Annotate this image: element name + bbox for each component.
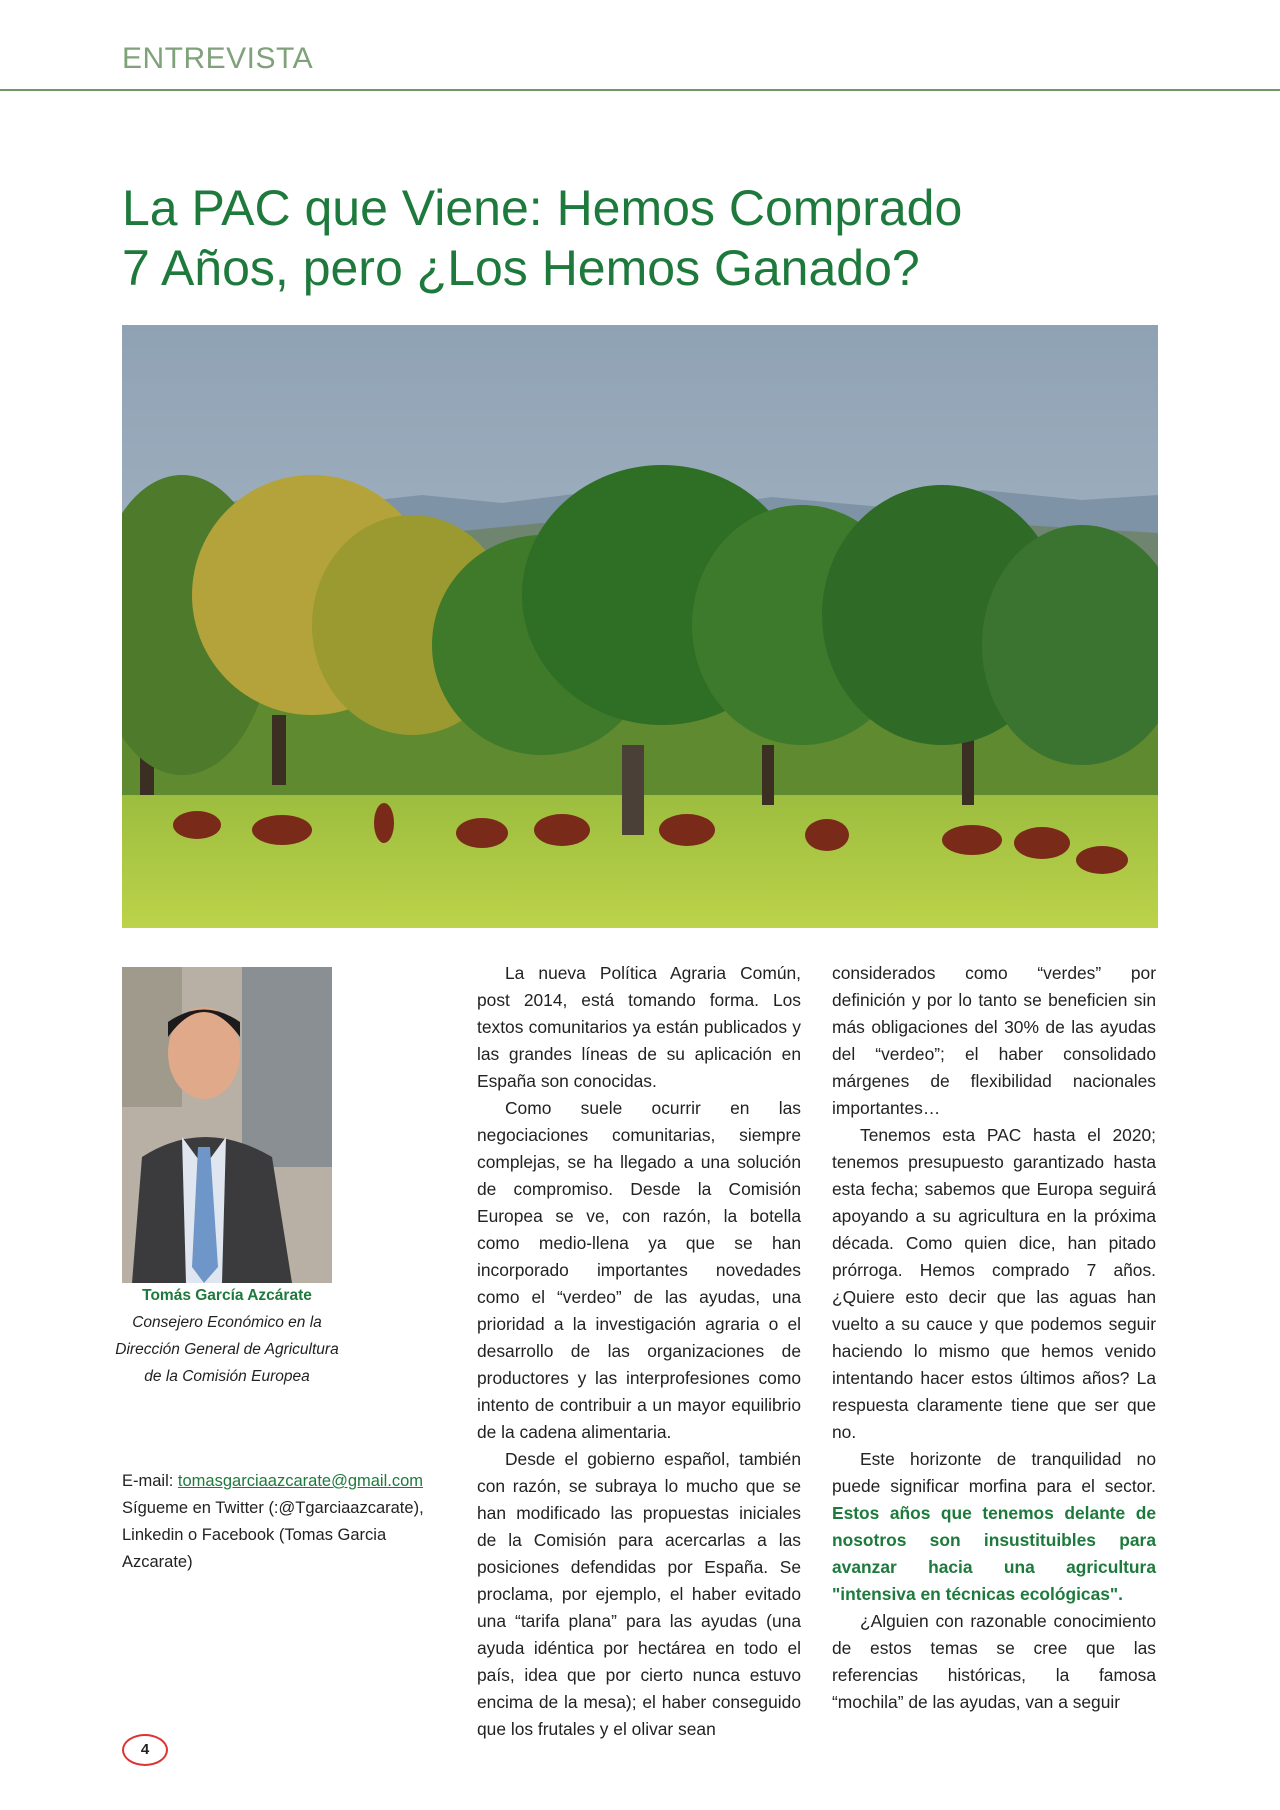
author-role-line-2: Dirección General de Agricultura — [115, 1341, 339, 1358]
body-paragraph: Como suele ocurrir en las negociaciones comunitarias, siempre complejas, se ha llegado a una solución de compromiso. Desde la Comisión Europea se ve, con razón, la botella como medio-llena ya que se han incorporado importantes novedades como el “verdeo” de las ayudas, una prioridad a la investigación agraria o el desarrollo de las organizaciones de productores y las interprofesiones como intento de contribuir a un mayor equilibrio de la cadena alimentaria. — [477, 1098, 801, 1442]
body-paragraph — [832, 1446, 1156, 1608]
body-paragraph: La nueva Política Agraria Común, post 2014, está tomando forma. Los textos comunitarios ya están publicados y las grandes líneas de su aplicación en España son conocidas. — [477, 963, 801, 1091]
landscape-photo — [122, 325, 1158, 928]
portrait-illustration — [122, 967, 332, 1283]
author-contact — [122, 1468, 452, 1576]
body-column-1 — [477, 960, 801, 1743]
highlight-quote: Estos años que tenemos delante de nosotros son insustituibles para avanzar hacia una agricultura "intensiva en técnicas ecológicas". — [832, 1503, 1156, 1604]
body-column-2 — [832, 960, 1156, 1716]
header-rule — [0, 89, 1280, 91]
section-label: ENTREVISTA — [122, 42, 314, 75]
page-number: 4 — [122, 1734, 168, 1766]
email-link[interactable]: tomasgarciaazcarate@gmail.com — [177, 1472, 424, 1490]
author-portrait — [122, 967, 332, 1283]
author-role-line-1: Consejero Económico en la — [132, 1314, 322, 1331]
body-paragraph: Tenemos esta PAC hasta el 2020; tenemos presupuesto garantizado hasta esta fecha; sabemos que Europa seguirá apoyando a su agricultura en la próxima década. Como quien dice, han pitado prórroga. Hemos comprado 7 años. ¿Quiere esto decir que las aguas han vuelto a su cauce y que podemos seguir haciendo lo mismo que hemos venido intentando hacer estos últimos años? La respuesta claramente tiene que ser que no. — [832, 1125, 1156, 1442]
title-line-1: La PAC que Viene: Hemos Comprado — [122, 180, 963, 236]
article-title — [122, 178, 1162, 298]
author-role-line-3: de la Comisión Europea — [144, 1368, 310, 1385]
landscape-illustration — [122, 325, 1158, 928]
author-name: Tomás García Azcárate — [142, 1287, 312, 1304]
body-paragraph: Desde el gobierno español, también con razón, se subraya lo mucho que se han modificado las propuestas iniciales de la Comisión para acercarlas a las posiciones defendidas por España. Se proclama, por ejemplo, el haber evitado una “tarifa plana” para las ayudas (una ayuda idéntica por hectárea en todo el país, idea que por cierto nunca estuvo encima de la mesa); el haber conseguido que los frutales y el olivar sean — [477, 1449, 801, 1739]
email-label: E-mail: — [122, 1472, 178, 1490]
body-paragraph: ¿Alguien con razonable conocimiento de estos temas se cree que las referencias históricas, la famosa “mochila” de las ayudas, van a seguir — [832, 1611, 1156, 1712]
body-paragraph: considerados como “verdes” por definición y por lo tanto se beneficien sin más obligaciones del 30% de las ayudas del “verdeo”; el haber consolidado márgenes de flexibilidad nacionales importantes… — [832, 963, 1156, 1118]
author-caption — [112, 1282, 342, 1390]
body-text: Este horizonte de tranquilidad no puede significar morfina para el sector. — [832, 1449, 1156, 1496]
social-text: Sígueme en Twitter (:@Tgarciaazcarate), Linkedin o Facebook (Tomas Garcia Azcarate) — [122, 1499, 424, 1571]
title-line-2: 7 Años, pero ¿Los Hemos Ganado? — [122, 240, 920, 296]
